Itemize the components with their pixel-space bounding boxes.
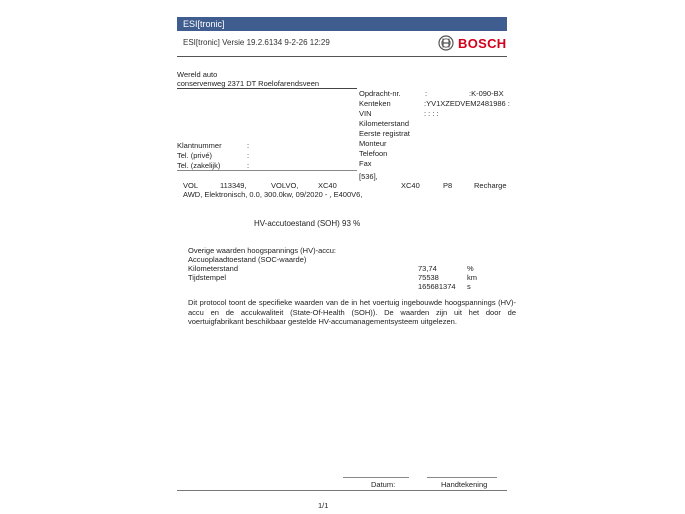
handwritten-signature-line — [427, 477, 497, 478]
timestamp-row-label: Tijdstempel — [188, 273, 227, 282]
mechanic-label: Monteur — [359, 139, 387, 148]
vehicle-edition: Recharge — [474, 181, 507, 190]
protocol-description: Dit protocol toont de specifieke waarden van de in het voertuig ingebouwde hoogspannings (HV)-accu en de accukwaliteit (State-Of-Health (SOH)). De waarden zijn uit het door de voertuigfabrikant beschikbaar gestelde HV-accumanagementsysteem uitgelezen. — [188, 298, 516, 326]
header-divider — [177, 56, 507, 57]
bosch-logo — [438, 34, 506, 52]
vin-value: : : : : — [424, 109, 439, 118]
soc-percent-value: 73,74 — [418, 264, 437, 273]
customer-number-separator: : — [247, 141, 250, 150]
vehicle-model-variant: XC40 — [401, 181, 420, 190]
vehicle-engine: P8 — [443, 181, 453, 190]
phone-private-label: Tel. (privé) — [177, 151, 213, 160]
seconds-unit: s — [467, 282, 471, 291]
order-number-separator: : — [425, 89, 428, 98]
timestamp-seconds-value: 165681374 — [418, 282, 456, 291]
phone-label: Telefoon — [359, 149, 388, 158]
phone-business-label: Tel. (zakelijk) — [177, 161, 221, 170]
bosch-armature-icon — [438, 35, 454, 51]
window-title-bar: ESI[tronic] — [177, 17, 507, 31]
first-registration-label: Eerste registrat — [359, 129, 410, 138]
page-number: 1/1 — [318, 501, 329, 510]
bosch-logo-text: BOSCH — [458, 35, 507, 51]
vehicle-specs: AWD, Elektronisch, 0.0, 300.0kw, 09/2020 - , E400V6, — [183, 190, 363, 199]
customer-divider — [177, 170, 357, 171]
date-signature-line — [343, 477, 409, 478]
phone-private-separator: : — [247, 151, 250, 160]
license-plate-value: :YV1XZEDVEM2481986 : — [424, 99, 510, 108]
mileage-row-label: Kilometerstand — [188, 264, 239, 273]
license-plate-label: Kenteken — [359, 99, 391, 108]
vehicle-type-number: 113349, — [220, 181, 247, 190]
vehicle-model: XC40 — [318, 181, 337, 190]
phone-business-separator: : — [247, 161, 250, 170]
footer-divider — [177, 490, 507, 491]
vehicle-code: [536], — [359, 172, 378, 181]
signature-label: Handtekening — [441, 480, 488, 489]
vin-label: VIN — [359, 109, 372, 118]
company-name: Wereld auto — [177, 70, 218, 79]
app-version-line: ESI[tronic] Versie 19.2.6134 9-2-26 12:29 — [183, 38, 330, 47]
percent-unit: % — [467, 264, 474, 273]
order-number-value: :K-090-BX — [469, 89, 504, 98]
date-label: Datum: — [371, 480, 396, 489]
mileage-label: Kilometerstand — [359, 119, 410, 128]
fax-label: Fax — [359, 159, 372, 168]
other-values-heading: Overige waarden hoogspannings (HV)-accu: — [188, 246, 336, 255]
vehicle-brand: VOLVO, — [271, 181, 299, 190]
km-unit: km — [467, 273, 477, 282]
order-number-label: Opdracht-nr. — [359, 89, 401, 98]
customer-number-label: Klantnummer — [177, 141, 222, 150]
soc-label: Accuoplaadtoestand (SOC-waarde) — [188, 255, 307, 264]
company-address: conservenweg 2371 DT Roelofarendsveen — [177, 79, 357, 89]
soh-value: HV-accutoestand (SOH) 93 % — [254, 219, 361, 228]
mileage-km-value: 75538 — [418, 273, 439, 282]
vehicle-make-code: VOL — [183, 181, 199, 190]
